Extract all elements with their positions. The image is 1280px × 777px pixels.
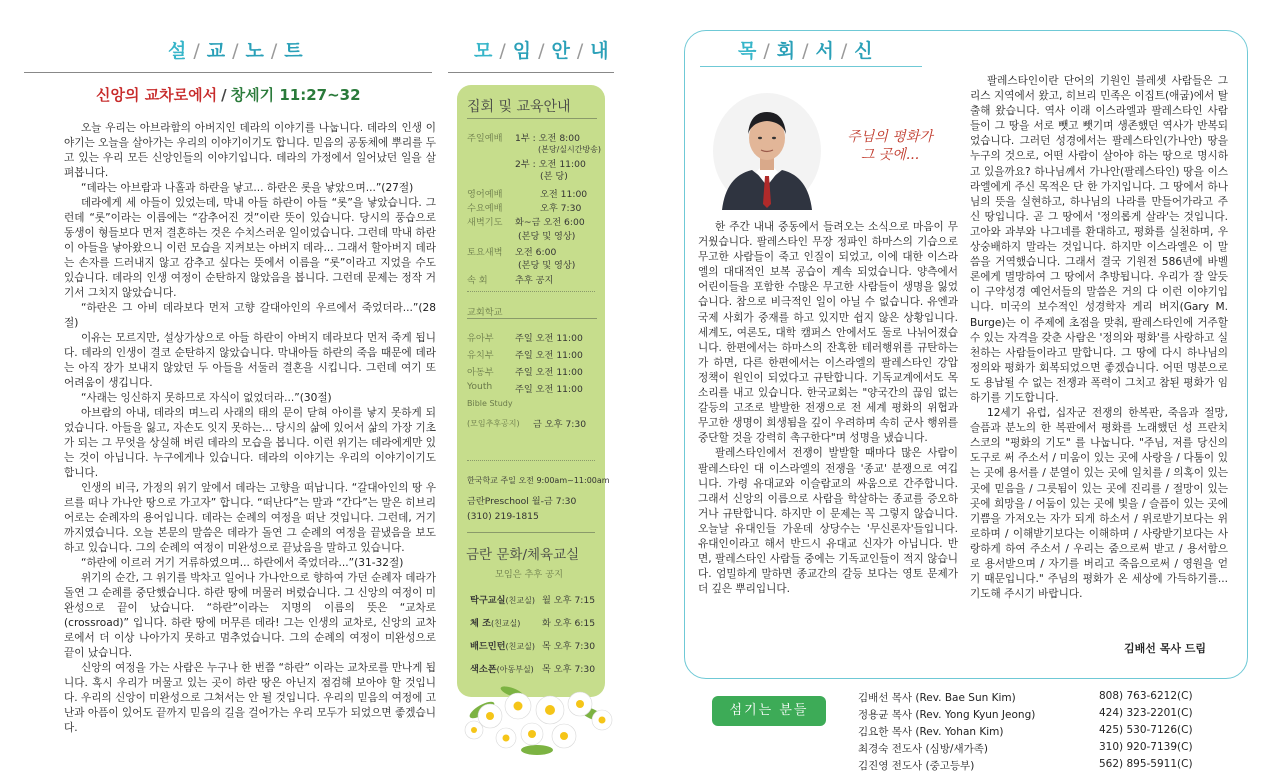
staff-name: 최경숙 전도사 (심방/새가족) bbox=[858, 743, 988, 755]
class-name: 배드민턴 bbox=[470, 641, 506, 652]
guide-row-label: 속 회 bbox=[467, 275, 488, 286]
staff-section-label: 섬기는 분들 bbox=[712, 696, 826, 726]
guide-row-value: 1부 : 오전 8:00 bbox=[515, 133, 580, 144]
staff-phone: 808) 763-6212(C) bbox=[1099, 690, 1193, 702]
class-place: (친교실) bbox=[505, 642, 535, 651]
letter-paragraph: 팔레스타인이란 단어의 기원인 블레셋 사람들은 그리스 지역에서 왔고, 히브리 민족은 이집트(애굽)에서 탈출해 왔습니다. 역사 이래 이스라엘과 팔레스타인 사람들이 그 땅을 서로 뺏고 뺏기며 생존했던 역사가 반복되었습니다. 그러던 성경에서는 팔레스타인(가나안) 땅을 누구의 것으로, 어떤 사람이 살아야 하는 땅으로 명시하고 있을까요? 하나님께서 가나안(팔레스타인) 땅을 이스라엘에게 주신 목적은 단 한 가지입니다. 그 땅에서 하나님의 뜻을 실현하고, 하나님의 나라를 만들어가라고 주신 땅입니다. 곧 그 땅에서 '정의롭게 살라'는 것입니다. 고아와 과부와 나그네를 환대하고, 평화를 실천하며, 우상숭배하지 말라는 것입니다. 하지만 이스라엘은 이 말씀을 거역했습니다. 그래서 결국 기원전 586년에 바벨론에게 멸망하여 그 땅에서 추방됩니다. 우리가 잘 알듯이 구약성경 예언서들의 말씀은 거의 다 이런 이야기입니다. 미국의 보수적인 성경학자 게리 버지(Gary M. Burge)는 이 주제에 초점을 맞춰, 팔레스타인에 거주할 수 있는 자격을 갖춘 사람은 '정의와 평화'를 사랑하고 실천하는 사람들이라고 말합니다. 그 땅에 다시 하나님의 정의와 평화가 회복되었으면 좋겠습니다. 어떤 명분으로도 용납될 수 없는 전쟁과 폭력이 그치고 참된 평화가 임하기를 기도합니다. bbox=[970, 75, 1228, 404]
sermon-reference: 창세기 11:27~32 bbox=[230, 86, 361, 104]
guide-heading-underline bbox=[467, 118, 597, 119]
letter-right-column bbox=[970, 74, 1228, 602]
guide-section-title: 모 / 임 / 안 / 내 bbox=[474, 40, 610, 62]
school-row-label: (모임추후공지) bbox=[467, 419, 520, 428]
sermon-quote: “하란에 이르러 거기 거류하였으며... 하란에서 죽었더라...”(31-32절) bbox=[80, 557, 404, 569]
school-row-label: 유치부 bbox=[467, 350, 494, 361]
class-place: (아동부실) bbox=[496, 665, 534, 674]
letter-quote-title bbox=[830, 128, 950, 164]
school-heading: 교회학교 bbox=[467, 307, 503, 318]
guide-row-value: 추후 공지 bbox=[515, 275, 554, 286]
guide-divider bbox=[467, 532, 595, 533]
class-row bbox=[470, 661, 534, 675]
sermon-paragraph: 아브람의 아내, 데라의 며느리 사래의 태의 문이 닫혀 아이를 낳지 못하게 되었습니다. 아들을 잃고, 자손도 잇지 못하는... 당시의 삶에 있어서 삶의 가장 기초가 되는 그 무엇을 상실해 버린 데라의 모습을 봅니다. 이런 위기는 데라에게만 있는 것이 아닙니다. 누구에게나 있습니다. 데라의 이야기는 우리의 이야기이기도 합니다. bbox=[64, 407, 436, 479]
letter-paragraph: 12세기 유럽, 십자군 전쟁의 한복판, 죽음과 절망, 슬픔과 분노의 한 복판에서 평화를 노래했던 성 프란치스코의 "평화의 기도" 를 나눕니다. "주님, 저를 당신의 도구로 써 주소서 / 미움이 있는 곳에 사랑을 / 다툼이 있는 곳에 용서를 / 분열이 있는 곳에 일치를 / 의혹이 있는 곳에 믿음을 / 그릇됨이 있는 곳에 진리를 / 절망이 있는 곳에 희망을 / 어둠이 있는 곳에 빛을 / 슬픔이 있는 곳에 기쁨을 가져오는 자가 되게 하소서 / 위로받기보다는 위로하며 / 이해받기보다는 이해하며 / 사랑받기보다는 사랑하게 하여 주소서 / 우리는 줌으로써 받고 / 용서함으로 용서받으며 / 자기를 버리고 죽음으로써 / 영원을 얻기 때문입니다." 주님의 평화가 온 세상에 가득하기를... 기도해 주시기 바랍니다. bbox=[970, 407, 1228, 601]
sermon-heading: 신앙의 교차로에서 / 창세기 11:27~32 bbox=[96, 86, 361, 104]
guide-row-label: 주일예배 bbox=[467, 133, 503, 144]
guide-row-value: (본 당) bbox=[540, 171, 568, 182]
letter-signature: 김배선 목사 드림 bbox=[1124, 642, 1207, 655]
sermon-paragraph: 데라에게 세 아들이 있었는데, 막내 아들 하란이 아들 “롯”을 낳았습니다. 그런데 “롯”이라는 이름에는 “감추어진 것”이란 뜻이 있습니다. 당시의 풍습으로 동생이 형들보다 먼저 결혼하는 것은 수치스러운 일이었습니다. 그런데 막내 하란이 아들을 낳아왔으니 이런 모습을 지켜보는 아버지 데라... 그래서 할아버지 데라는 손자를 드러내지 않고 감추고 싶다는 뜻에서 이름을 “롯”이라고 지었을 수도 있습니다. 데라의 인생 여정이 순탄하지 않았음을 봅니다. 그런데 문제는 정작 거기서 그치지 않았습니다. bbox=[64, 197, 436, 299]
class-row bbox=[470, 638, 535, 652]
school-row-value: 주일 오전 11:00 bbox=[515, 350, 583, 361]
guide-heading: 집회 및 교육안내 bbox=[467, 99, 571, 115]
class-time: 월 오후 7:15 bbox=[542, 595, 596, 606]
school-row-value: 금 오후 7:30 bbox=[533, 419, 587, 430]
school-row-label: 유아부 bbox=[467, 333, 494, 344]
guide-title-divider bbox=[448, 72, 614, 73]
guide-row-value: 화~금 오전 6:00 bbox=[515, 217, 585, 228]
guide-row-label: 수요예배 bbox=[467, 203, 503, 214]
class-time: 화 오후 6:15 bbox=[542, 618, 596, 629]
school-row-label: Bible Study bbox=[467, 399, 513, 408]
school-row-value: 주일 오전 11:00 bbox=[515, 333, 583, 344]
guide-divider bbox=[467, 460, 595, 461]
letter-left-column bbox=[698, 220, 958, 597]
letter-section-title: 목 / 회 / 서 / 신 bbox=[738, 40, 874, 62]
culture-note: 모임은 추후 공지 bbox=[495, 569, 563, 580]
class-time: 목 오후 7:30 bbox=[542, 641, 596, 652]
class-place: (친교실) bbox=[490, 619, 521, 628]
pastor-photo bbox=[712, 92, 822, 210]
sermon-section-title: 설 / 교 / 노 / 트 bbox=[168, 40, 304, 62]
class-name: 체 조 bbox=[470, 618, 491, 629]
class-row bbox=[470, 615, 520, 629]
guide-row-value: 오후 7:30 bbox=[540, 203, 582, 214]
guide-divider bbox=[467, 291, 595, 292]
staff-name: 김배선 목사 (Rev. Bae Sun Kim) bbox=[858, 692, 1016, 704]
school-row-value: 주일 오전 11:00 bbox=[515, 384, 583, 395]
guide-row-value: 오전 11:00 bbox=[540, 189, 588, 200]
letter-paragraph: 팔레스타인에서 전쟁이 발발할 때마다 많은 사람이 팔레스타인 대 이스라엘의 전쟁을 '종교' 분쟁으로 여깁니다. 가령 유대교와 이슬람교의 싸움으로 간주합니다. 그래서 신앙의 이름으로 사람을 학살하는 종교를 증오하거나 규탄합니다. 하지만 이 문제는 꼭 그렇지 않습니다. 오늘날 유대인들 가운데 상당수는 '무신론자'들입니다. 유대인이라고 해서 반드시 유대교 신자가 아닙니다. 반면, 팔레스타인 사람들 중에는 기독교인들이 적지 않습니다. 엄밀하게 말하면 종교간의 갈등 보다는 영토 문제가 더 깊은 뿌리입니다. bbox=[698, 447, 958, 596]
guide-row-value: (본당 및 영상) bbox=[518, 231, 576, 242]
guide-row-value: 2부 : 오전 11:00 bbox=[515, 159, 586, 170]
staff-phone: 424) 323-2201(C) bbox=[1099, 707, 1193, 719]
school-row-label: 아동부 bbox=[467, 367, 494, 378]
staff-name: 김진영 전도사 (중고등부) bbox=[858, 760, 975, 772]
guide-row-value: (본당/실시간방송) bbox=[538, 145, 602, 154]
letter-title-underline bbox=[700, 66, 922, 67]
staff-phone: 562) 895-5911(C) bbox=[1099, 758, 1193, 770]
guide-row-value: (본당 및 영상) bbox=[518, 260, 576, 271]
sermon-title: 신앙의 교차로에서 bbox=[96, 86, 218, 104]
staff-name: 정용균 목사 (Rev. Yong Kyun Jeong) bbox=[858, 709, 1036, 721]
staff-name: 김요한 목사 (Rev. Yohan Kim) bbox=[858, 726, 1004, 738]
guide-row-value: 오전 6:00 bbox=[515, 247, 557, 258]
quote-title-line: 주님의 평화가 bbox=[847, 129, 933, 145]
staff-phone: 310) 920-7139(C) bbox=[1099, 741, 1193, 753]
sermon-paragraph: 오늘 우리는 아브라함의 아버지인 데라의 이야기를 나눕니다. 데라의 인생 이야기는 오늘을 살아가는 우리의 이야기이기도 합니다. 믿음의 공동체에 뿌리를 두고 있는 우리 모든 신앙인들의 이야기입니다. 데라의 가정에서 일어났던 일을 살펴봅니다. bbox=[64, 122, 436, 179]
school-row-value: 주일 오전 11:00 bbox=[515, 367, 583, 378]
class-place: (친교실) bbox=[505, 596, 535, 605]
letter-paragraph: 한 주간 내내 중동에서 들려오는 소식으로 마음이 무거웠습니다. 팔레스타인 무장 정파인 하마스의 기습으로 무고한 사람들이 죽고 인질이 되었고, 이에 대한 이스라엘의 대대적인 보복 공습이 계속 되었습니다. 양측에서 어린이들을 포함한 수많은 무고한 사람들이 생명을 잃었습니다. 참으로 비극적인 일이 아닐 수 없습니다. 유엔과 국제 사회가 중재를 하고 있지만 쉽지 않은 상황입니다. 세계도, 여론도, 대학 캠퍼스 안에서도 둘로 나뉘어졌습니다. 한편에서는 하마스의 잔혹한 테러행위를 규탄하는가 하면, 다른 한편에서는 이스라엘의 팔레스타인 강압 정책이 원인이 되었다고 규탄합니다. 기독교계에서도 목소리를 내고 있습니다. 한국교회는 "양국간의 끊임 없는 갈등의 고조로 발발한 전쟁으로 전 세계 평화의 위협과 무고한 생명이 희생됨을 깊이 우려하며 속히 군사 행위를 중단할 것을 강력히 촉구한다"며 성명을 냈습니다. bbox=[698, 221, 958, 445]
sermon-paragraph: 이유는 모르지만, 설상가상으로 아들 하란이 아버지 데라보다 먼저 죽게 됩니다. 데라의 인생이 결코 순탄하지 않았습니다. 막내아들 하란의 죽음 때문에 데라는 아직 장가 보내지 않았던 두 아들을 서둘러 결혼을 시킵니다. 그런데 여기 또 어려움이 생깁니다. bbox=[64, 332, 436, 389]
sermon-quote: “하란은 그 아비 데라보다 먼저 고향 갈대아인의 우르에서 죽었더라...”(28절) bbox=[64, 302, 436, 329]
sermon-paragraph: 인생의 비극, 가정의 위기 앞에서 데라는 고향을 떠납니다. “갈대아인의 땅 우르를 떠나 가나안 땅으로 가고자” 합니다. “떠난다”는 말과 “간다”는 말은 히브리어로는 순례자의 용어입니다. 데라는 순례의 여정을 떠난 것입니다. 그런데, 거기까지였습니다. 오늘 본문의 말씀은 데라가 돌연 그 순례의 여정을 끝냈음을 보도하고 있습니다. 그의 순례의 여정이 미완성으로 끝났음을 말하고 있습니다. bbox=[64, 482, 436, 554]
guide-row-label: 토요새벽 bbox=[467, 247, 503, 258]
class-row bbox=[470, 592, 535, 606]
guide-row-label: 영어예배 bbox=[467, 189, 503, 200]
culture-heading: 금란 문화/체육교실 bbox=[466, 547, 580, 563]
school-heading-underline bbox=[467, 318, 597, 319]
quote-title-line: 그 곳에... bbox=[860, 147, 920, 163]
guide-row-label: 새벽기도 bbox=[467, 217, 503, 228]
staff-phone: 425) 530-7126(C) bbox=[1099, 724, 1193, 736]
sermon-paragraph: 신앙의 여정을 가는 사람은 누구나 한 번쯤 “하란” 이라는 교차로를 만나게 됩니다. 혹시 우리가 머물고 있는 곳이 하란 땅은 아닌지 점검해 보아야 할 것입니다. 우리의 신앙이 미완성으로 그쳐서는 안 될 것입니다. 우리의 믿음의 여정에 고난과 아픔이 있어도 끝까지 믿음의 길을 걸어가는 우리 모두가 되었으면 좋겠습니다. bbox=[64, 662, 436, 734]
sermon-quote: “데라는 아브람과 나홀과 하란을 낳고... 하란은 롯을 낳았으며...”(27절) bbox=[80, 182, 414, 194]
school-row-label: Youth bbox=[467, 381, 493, 392]
sermon-paragraph: 위기의 순간, 그 위기를 박차고 일어나 가나안으로 향하여 가던 순례자 데라가 돌연 그 순례를 중단했습니다. 하란 땅에 머물러 버렸습니다. 그 신앙의 여정이 미완성으로 끝이 났습니다. “하란”이라는 지명의 이름의 뜻은 “교차로(crossroad)” 입니다. 하란 땅에 머무른 데라! 그는 인생의 교차로, 신앙의 교차로에서 더 이상 나아가지 못하고 멈추었습니다. 그의 순례의 여정이 미완성으로 끝이 났습니다. bbox=[64, 572, 436, 659]
class-name: 탁구교실 bbox=[470, 595, 506, 606]
class-name: 색소폰 bbox=[470, 664, 497, 675]
sermon-quote: “사래는 잉신하지 못하므로 자식이 없었더라...”(30절) bbox=[80, 392, 332, 404]
sermon-body bbox=[64, 121, 436, 736]
korean-school: 한국학교 주일 오전 9:00am~11:00am bbox=[467, 476, 610, 485]
preschool: 금란Preschool 월-금 7:30 bbox=[467, 496, 577, 507]
church-phone: (310) 219-1815 bbox=[467, 511, 539, 522]
class-time: 목 오후 7:30 bbox=[542, 664, 596, 675]
daisy-flowers-decoration bbox=[452, 680, 622, 760]
sermon-title-divider bbox=[24, 72, 432, 73]
